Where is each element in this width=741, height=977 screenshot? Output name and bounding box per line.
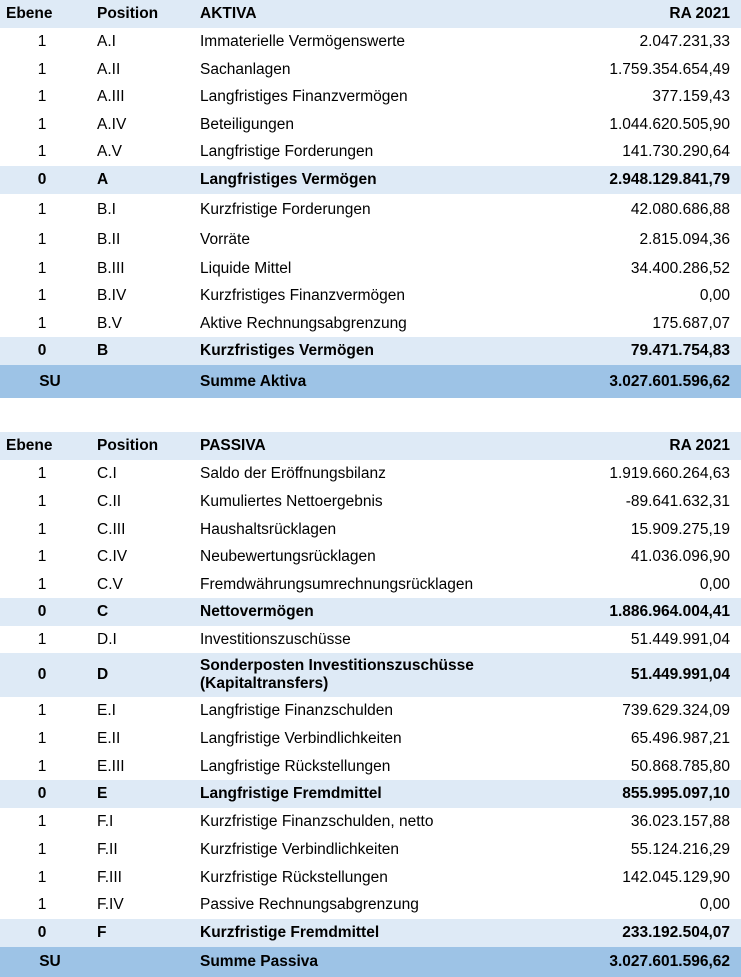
cell-name: Kurzfristige Finanzschulden, netto: [200, 813, 434, 830]
table-row: [0, 891, 741, 919]
cell-value: 55.124.216,29: [630, 841, 730, 858]
cell-ebene: 1: [37, 287, 47, 304]
cell-name: Kumuliertes Nettoergebnis: [200, 493, 383, 510]
cell-name: Passive Rechnungsabgrenzung: [200, 896, 419, 913]
cell-position: D.I: [97, 630, 117, 648]
total-row: [0, 365, 741, 398]
cell-ebene: 1: [37, 200, 47, 218]
cell-value: 2.815.094,36: [639, 231, 730, 248]
cell-value: 50.868.785,80: [630, 757, 730, 775]
cell-value: 42.080.686,88: [630, 200, 730, 218]
cell-ebene: 1: [37, 314, 47, 332]
table-row: [0, 808, 741, 836]
header-ebene: Ebene: [6, 437, 53, 454]
cell-value: 34.400.286,52: [630, 259, 730, 277]
cell-position: A.V: [97, 143, 122, 160]
cell-position: C.V: [97, 575, 123, 593]
cell-position: E.III: [97, 757, 125, 775]
cell-name: Neubewertungsrücklagen: [200, 548, 376, 565]
cell-value: 2.948.129.841,79: [609, 171, 730, 188]
cell-name: Beteiligungen: [200, 115, 294, 133]
table-row: [0, 194, 741, 225]
cell-value: 15.909.275,19: [630, 520, 730, 538]
cell-name: Kurzfristiges Finanzvermögen: [200, 287, 406, 304]
header-ra-2021: RA 2021: [669, 437, 730, 454]
cell-position: E.II: [97, 730, 121, 747]
cell-value: 79.471.754,83: [630, 342, 730, 359]
table-row: [0, 28, 741, 56]
cell-name: Kurzfristiges Vermögen: [200, 342, 374, 359]
table-row: [0, 488, 741, 516]
cell-name: Langfristiges Finanzvermögen: [200, 88, 408, 105]
cell-value: 1.044.620.505,90: [609, 115, 730, 133]
table-row: [0, 282, 741, 310]
table-row: [0, 56, 741, 83]
cell-value: 377.159,43: [652, 88, 730, 105]
cell-position: A: [97, 171, 109, 188]
cell-ebene: 1: [37, 115, 47, 133]
cell-ebene: 1: [37, 143, 47, 160]
cell-value: 233.192.504,07: [622, 924, 730, 941]
cell-ebene: 1: [37, 868, 47, 886]
cell-ebene: 1: [37, 465, 47, 482]
cell-name: Langfristige Verbindlichkeiten: [200, 730, 402, 747]
cell-name: Kurzfristige Verbindlichkeiten: [200, 841, 400, 858]
table-row: [0, 697, 741, 725]
cell-position: B.I: [97, 200, 116, 218]
table-row: [0, 571, 741, 598]
cell-ebene: 1: [37, 575, 47, 593]
cell-position: F.II: [97, 841, 118, 858]
cell-name: Summe Passiva: [200, 953, 319, 970]
cell-ebene: 1: [37, 520, 47, 538]
cell-name: Fremdwährungsumrechnungsrücklagen: [200, 575, 474, 593]
cell-name: Langfristige Fremdmittel: [200, 785, 382, 802]
cell-ebene: 1: [37, 730, 47, 747]
cell-ebene: 1: [37, 896, 47, 913]
passiva-header-row: [0, 432, 741, 460]
cell-value: 65.496.987,21: [630, 730, 730, 747]
cell-value: 175.687,07: [652, 314, 730, 332]
passiva-table: [0, 432, 741, 977]
cell-position: F: [97, 924, 107, 941]
cell-ebene: 1: [37, 60, 47, 78]
cell-name: Immaterielle Vermögenswerte: [200, 33, 406, 50]
cell-name: Langfristiges Vermögen: [200, 171, 377, 188]
cell-ebene: 1: [37, 88, 47, 105]
cell-ebene: 0: [37, 924, 47, 941]
cell-ebene: 1: [37, 231, 47, 248]
table-row: [0, 138, 741, 166]
cell-name: Kurzfristige Rückstellungen: [200, 868, 388, 886]
cell-ebene: 1: [37, 702, 47, 719]
aktiva-header-row: [0, 0, 741, 28]
table-row: [0, 111, 741, 138]
cell-value: 3.027.601.596,62: [609, 372, 730, 390]
cell-value: 3.027.601.596,62: [609, 953, 730, 970]
table-row: [0, 543, 741, 571]
cell-position: C.IV: [97, 548, 128, 565]
table-row: [0, 753, 741, 780]
cell-name: Investitionszuschüsse: [200, 630, 351, 648]
header-position: Position: [97, 5, 159, 22]
cell-ebene: SU: [39, 953, 61, 970]
cell-position: E.I: [97, 702, 116, 719]
cell-ebene: 0: [37, 342, 47, 359]
cell-position: A.II: [97, 60, 121, 78]
cell-position: F.III: [97, 868, 122, 886]
table-row: [0, 255, 741, 282]
cell-value: 0,00: [699, 575, 730, 593]
cell-name: Langfristige Finanzschulden: [200, 702, 394, 719]
header-ebene: Ebene: [6, 5, 53, 22]
cell-ebene: 1: [37, 841, 47, 858]
cell-position: B: [97, 342, 109, 359]
cell-value: 141.730.290,64: [622, 143, 730, 160]
cell-position: B.IV: [97, 287, 127, 304]
subtotal-row: [0, 780, 741, 808]
cell-name: Haushaltsrücklagen: [200, 520, 337, 538]
cell-name: Sonderposten Investitionszuschüsse (Kapitaltransfers): [200, 657, 474, 692]
cell-ebene: 1: [37, 548, 47, 565]
cell-position: A.III: [97, 88, 125, 105]
cell-name: Summe Aktiva: [200, 372, 307, 390]
subtotal-row: [0, 166, 741, 194]
cell-name: Nettovermögen: [200, 603, 314, 620]
cell-name: Aktive Rechnungsabgrenzung: [200, 314, 407, 332]
cell-value: 0,00: [699, 896, 730, 913]
table-row: [0, 516, 741, 543]
cell-ebene: SU: [39, 372, 61, 390]
table-row: [0, 864, 741, 891]
cell-value: 0,00: [699, 287, 730, 304]
cell-ebene: 1: [37, 813, 47, 830]
cell-value: 1.886.964.004,41: [609, 603, 730, 620]
header-position: Position: [97, 437, 159, 454]
cell-position: F.IV: [97, 896, 124, 913]
cell-value: 1.759.354.654,49: [609, 60, 730, 78]
cell-position: E: [97, 785, 108, 802]
header-passiva: PASSIVA: [200, 437, 266, 454]
subtotal-row: [0, 919, 741, 947]
cell-position: F.I: [97, 813, 114, 830]
cell-value: 142.045.129,90: [622, 868, 730, 886]
cell-value: 2.047.231,33: [639, 33, 730, 50]
cell-value: -89.641.632,31: [625, 493, 730, 510]
subtotal-row: [0, 337, 741, 365]
table-row: [0, 626, 741, 653]
table-row: [0, 83, 741, 111]
cell-position: A.IV: [97, 115, 127, 133]
cell-position: C: [97, 603, 109, 620]
table-row: [0, 836, 741, 864]
cell-ebene: 1: [37, 757, 47, 775]
cell-name: Langfristige Forderungen: [200, 143, 374, 160]
cell-value: 41.036.096,90: [630, 548, 730, 565]
cell-position: B.II: [97, 231, 121, 248]
cell-name: Sachanlagen: [200, 60, 291, 78]
subtotal-row: [0, 598, 741, 626]
cell-position: D: [97, 666, 109, 683]
cell-position: C.II: [97, 493, 122, 510]
header-aktiva: AKTIVA: [200, 5, 257, 22]
table-row: [0, 310, 741, 337]
cell-ebene: 1: [37, 493, 47, 510]
cell-position: A.I: [97, 33, 116, 50]
table-row: [0, 225, 741, 255]
subtotal-row: [0, 653, 741, 697]
cell-position: C.III: [97, 520, 126, 538]
cell-value: 1.919.660.264,63: [609, 465, 730, 482]
cell-name: Vorräte: [200, 231, 250, 248]
cell-ebene: 0: [37, 603, 47, 620]
cell-name: Kurzfristige Fremdmittel: [200, 924, 380, 941]
cell-ebene: 1: [37, 33, 47, 50]
cell-ebene: 1: [37, 630, 47, 648]
header-ra-2021: RA 2021: [669, 5, 730, 22]
aktiva-table: [0, 0, 741, 398]
cell-position: C.I: [97, 465, 117, 482]
cell-ebene: 0: [37, 666, 47, 683]
cell-ebene: 1: [37, 259, 47, 277]
cell-value: 51.449.991,04: [630, 666, 730, 683]
cell-ebene: 0: [37, 785, 47, 802]
cell-name: Liquide Mittel: [200, 259, 292, 277]
cell-name: Langfristige Rückstellungen: [200, 757, 391, 775]
cell-position: B.V: [97, 314, 122, 332]
cell-value: 36.023.157,88: [630, 813, 730, 830]
cell-name: Saldo der Eröffnungsbilanz: [200, 465, 386, 482]
table-row: [0, 460, 741, 488]
cell-name: Kurzfristige Forderungen: [200, 200, 371, 218]
cell-position: B.III: [97, 259, 125, 277]
cell-ebene: 0: [37, 171, 47, 188]
cell-value: 739.629.324,09: [622, 702, 730, 719]
table-row: [0, 725, 741, 753]
cell-value: 51.449.991,04: [630, 630, 730, 648]
cell-value: 855.995.097,10: [622, 785, 730, 802]
